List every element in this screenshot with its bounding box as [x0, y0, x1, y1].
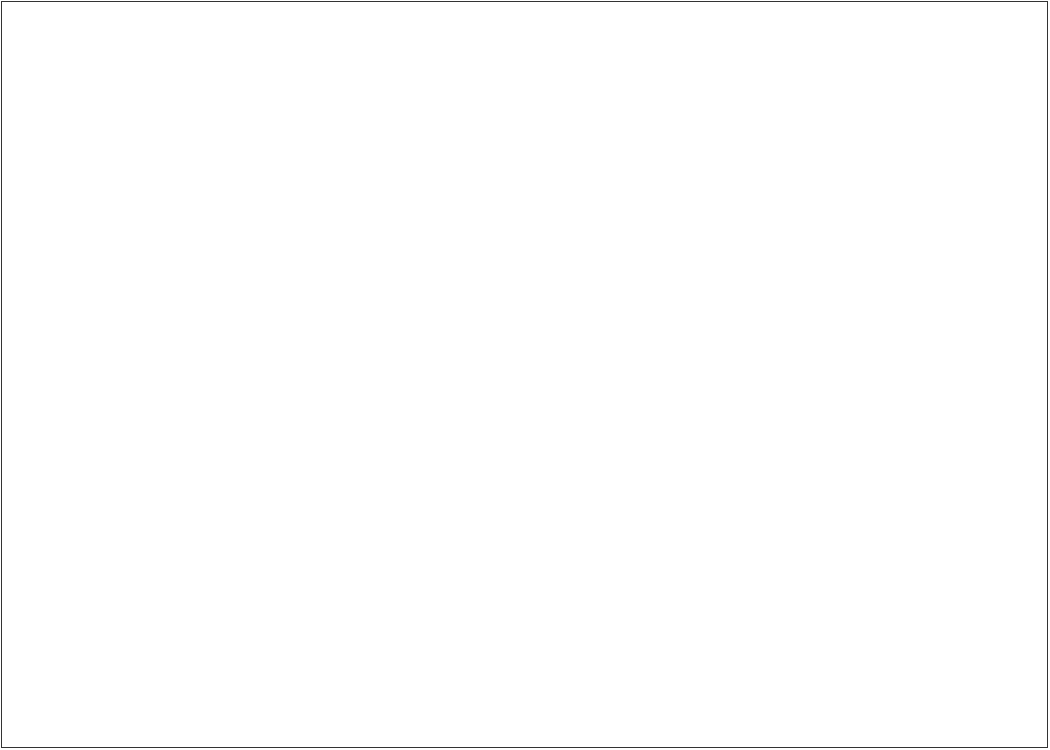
document-frame [1, 1, 1048, 748]
